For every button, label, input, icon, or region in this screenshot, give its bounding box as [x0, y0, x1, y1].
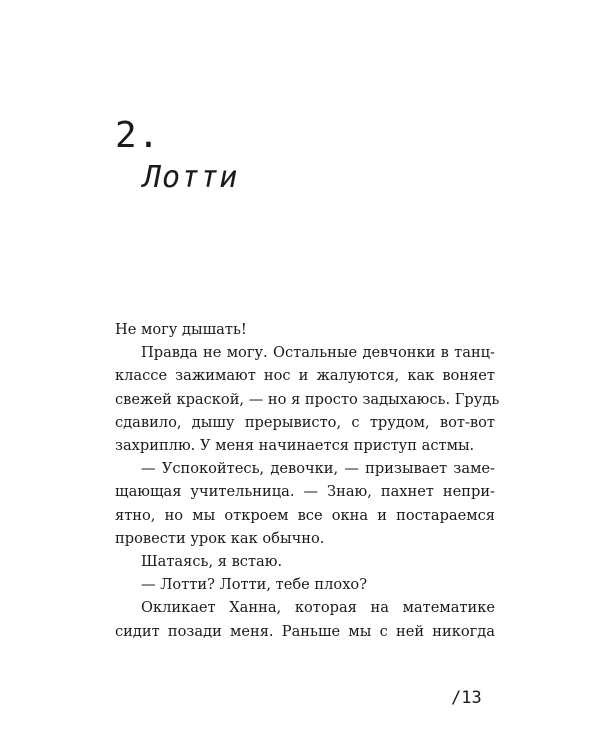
- text-line: Шатаясь, я встаю.: [141, 553, 283, 571]
- text-line: захриплю. У меня начинается приступ астмы.: [115, 437, 475, 455]
- text-line: Не могу дышать!: [115, 321, 247, 338]
- text-line: сидит позади меня. Раньше мы с ней никогда: [115, 622, 495, 640]
- text-line: классе зажимают нос и жалуются, как воняет: [115, 367, 495, 385]
- chapter-title: Лотти: [143, 160, 239, 195]
- body-text: [115, 318, 500, 643]
- text-line: — Лотти? Лотти, тебе плохо?: [141, 576, 368, 594]
- text-line: щающая учительница. — Знаю, пахнет непри-: [115, 483, 495, 501]
- text-line: свежей краской, — но я просто задыхаюсь. Грудь: [115, 390, 500, 408]
- text-line: ятно, но мы откроем все окна и постараемся: [115, 506, 495, 524]
- text-line: Правда не могу. Остальные девчонки в танц-: [141, 344, 495, 362]
- page-number: /13: [451, 688, 482, 708]
- chapter-number: 2.: [115, 115, 161, 156]
- text-line: провести урок как обычно.: [115, 529, 325, 547]
- text-line: Окликает Ханна, которая на математике: [141, 599, 495, 617]
- text-line: сдавило, дышу прерывисто, с трудом, вот-вот: [115, 413, 495, 431]
- text-line: — Успокойтесь, девочки, — призывает заме-: [141, 460, 495, 478]
